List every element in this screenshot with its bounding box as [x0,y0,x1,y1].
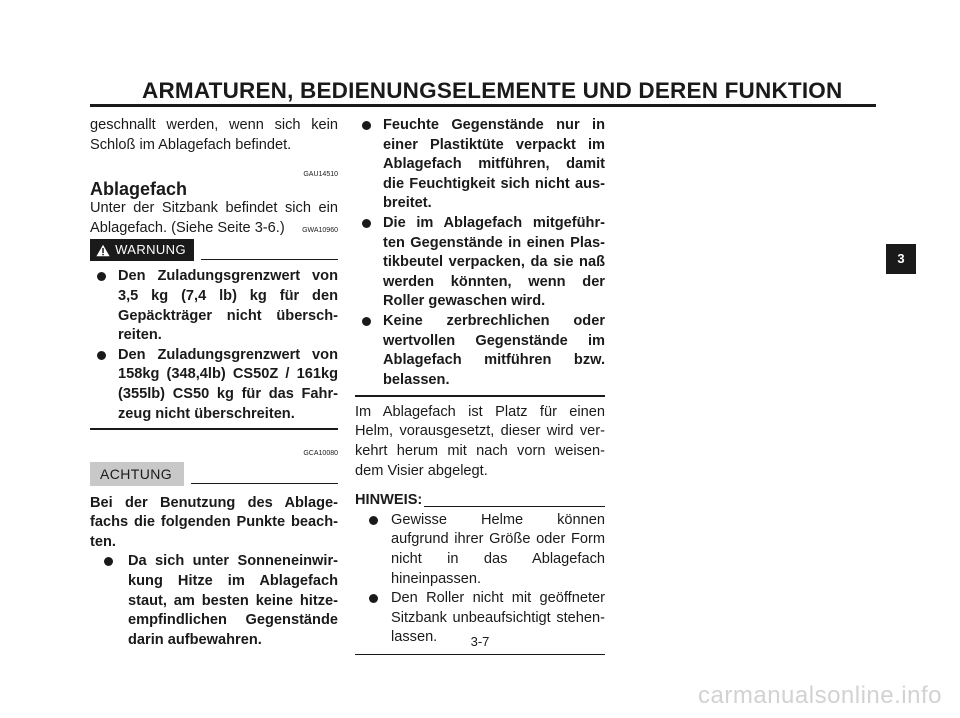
watermark: carmanualsonline.info [698,682,942,709]
intro-text: geschnallt werden, wenn sich kein Schloß im Ablagefach befindet. [90,117,338,153]
note-end-rule [355,654,605,655]
caution-list [90,552,338,650]
note-rule [424,506,605,507]
page-number: 3-7 [470,634,490,649]
caution-end-rule [355,395,605,397]
page-header-title: ARMATUREN, BEDIENUNGSELEMENTE UND DEREN FUNKTION [142,78,843,103]
caution-list-continued [355,116,605,390]
caution-rule [191,483,338,485]
warning-badge [90,239,194,261]
header-rule [90,104,876,107]
note-label: HINWEIS: [355,492,423,509]
right-column [355,116,605,655]
caution-item: Da sich unter Sonneneinwir-kung Hitze im Ablagefach staut, am besten keine hitze-empfindlichen Gegenstände darin aufbewahren. [90,552,338,650]
caution-item: Keine zerbrechlichen oder wertvollen Gegenstände im Ablagefach mitführen bzw. belassen. [355,312,605,390]
note-item: Gewisse Helme können aufgrund ihrer Größe oder Form nicht in das Ablagefach hineinpassen. [355,511,605,589]
caution-text: Bei der Benutzung des Ablage-fachs die folgenden Punkte beach-ten. [90,494,338,550]
note-header [355,491,605,511]
caution-badge: ACHTUNG [90,462,184,486]
note-list [355,511,605,648]
note-item: Den Roller nicht mit geöffneter Sitzbank unbeaufsichtigt stehen-lassen. [355,589,605,648]
helmet-text: Im Ablagefach ist Platz für einen Helm, vorausgesetzt, dieser wird ver-kehrt herum mit nach vorn weisen-dem Visier abgelegt. [355,403,605,479]
warning-end-rule [90,428,338,430]
warning-item: Den Zuladungsgrenzwert von 3,5 kg (7,4 lb) kg für den Gepäckträger nicht übersch-reiten. [90,267,338,345]
warning-label: WARNUNG [115,242,186,258]
warning-header [90,239,338,261]
section-title: Ablagefach [90,179,188,200]
warning-rule [201,259,338,261]
section-code: GAU14510 [303,171,338,179]
left-column [90,116,338,650]
caution-code: GCA10080 [303,449,338,457]
caution-header [90,462,338,486]
warning-triangle-icon [96,243,110,258]
section-text: Unter der Sitzbank befindet sich ein Ablagefach. (Siehe Seite 3-6.) [90,200,338,236]
warning-item: Den Zuladungsgrenzwert von 158kg (348,4lb) CS50Z / 161kg (355lb) CS50 kg für das Fahr-zeug nicht überschreiten. [90,346,338,424]
warning-list [90,267,338,424]
chapter-tab: 3 [886,244,916,274]
warning-code: GWA10960 [302,227,338,235]
caution-item: Die im Ablagefach mitgeführ-ten Gegenstände in einen Plas-tikbeutel verpacken, da sie naß werden könnten, wenn der Roller gewaschen wird. [355,214,605,312]
caution-item: Feuchte Gegenstände nur in einer Plastiktüte verpackt im Ablagefach mitführen, damit die Feuchtigkeit sich nicht aus-breitet. [355,116,605,214]
